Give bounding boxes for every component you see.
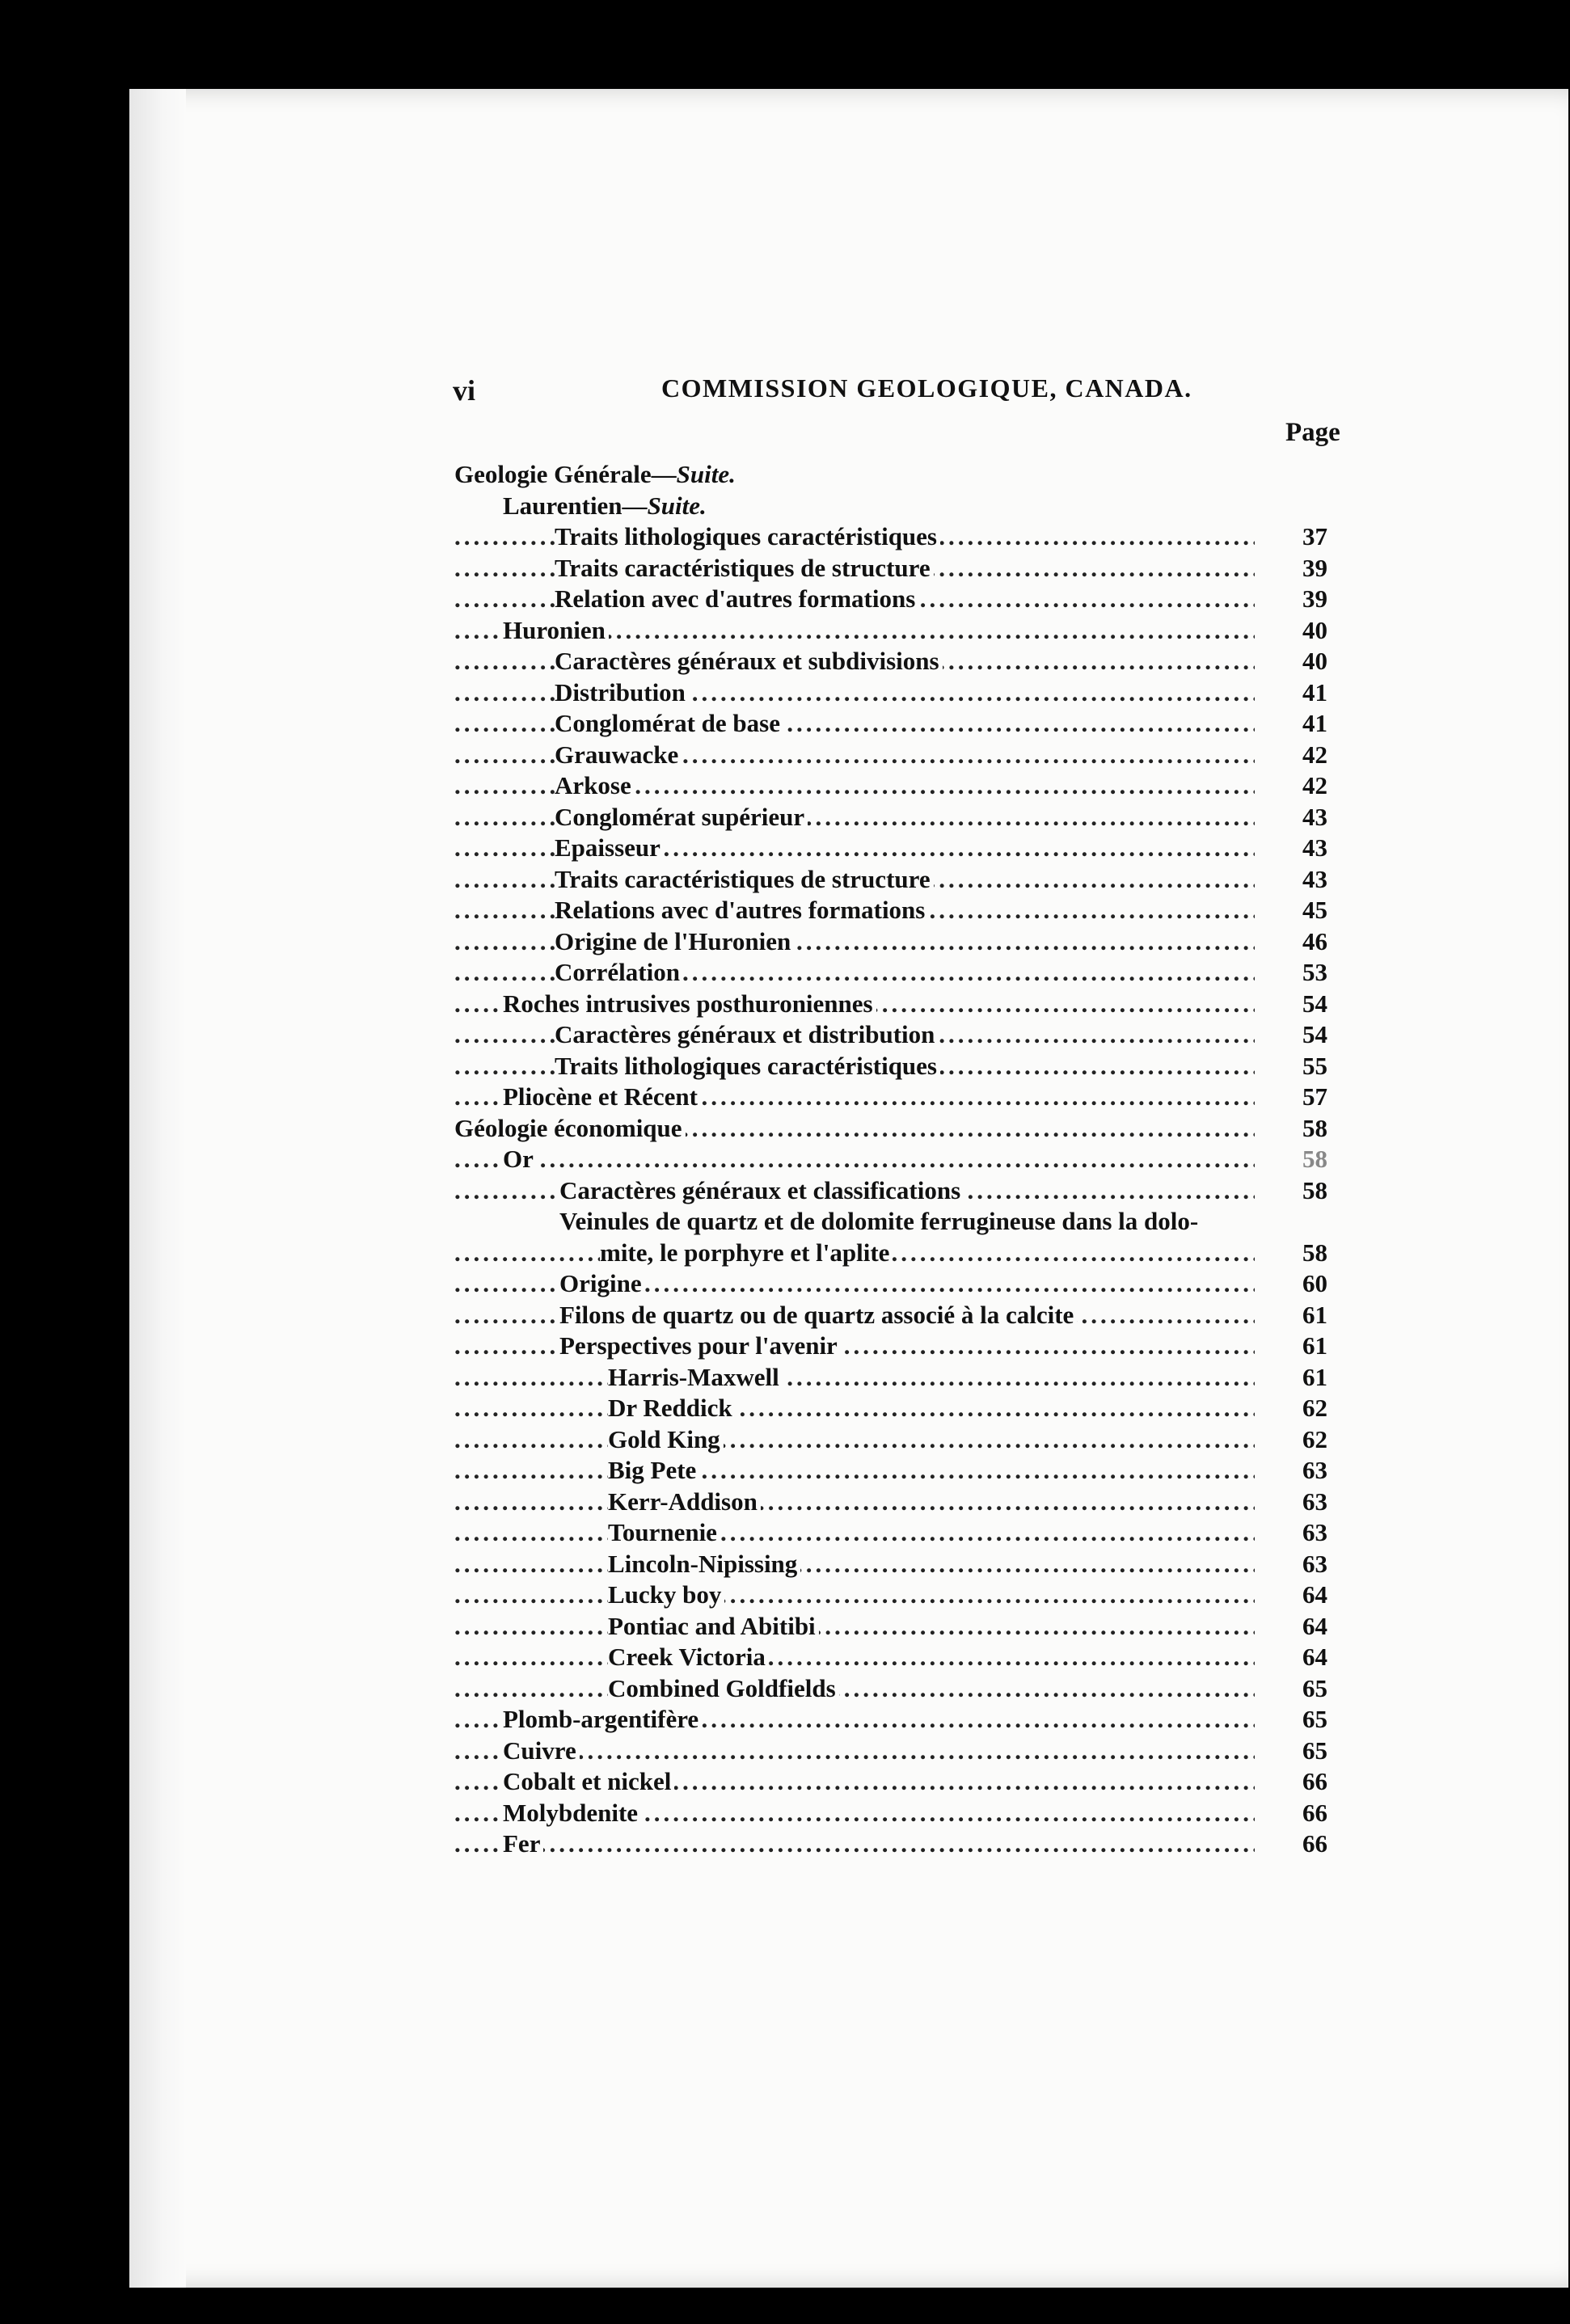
toc-entry <box>454 1300 1327 1331</box>
toc-entry <box>454 1331 1327 1362</box>
toc-entry <box>454 864 1327 896</box>
toc-entry-text: mite, le porphyre et l'aplite <box>600 1238 890 1267</box>
toc-entry-title <box>559 1301 1077 1329</box>
toc-entry-title <box>555 584 918 613</box>
toc-entry <box>454 1580 1327 1611</box>
toc-entry-text: Combined Goldfields <box>608 1673 836 1702</box>
toc-entry-text: Traits caractéristiques de structure <box>555 553 931 582</box>
toc-entry-title <box>608 1643 769 1671</box>
toc-entry-text: Huronien <box>503 615 606 644</box>
toc-page-number: 39 <box>1302 584 1327 613</box>
toc-entry-title <box>559 1269 645 1297</box>
toc-entry-text: Perspectives pour l'avenir <box>559 1331 838 1360</box>
toc-page-number: 40 <box>1302 647 1327 675</box>
toc-page-number: 42 <box>1302 740 1327 769</box>
toc-page-number: 53 <box>1302 958 1327 986</box>
page-binding-shadow <box>129 89 186 2288</box>
toc-entry-text: Caractères généraux et subdivisions <box>555 647 939 675</box>
toc-entry-text: Distribution <box>555 677 686 706</box>
toc-entry-title <box>555 771 635 799</box>
folio-number: vi <box>453 374 476 407</box>
toc-entry-title <box>608 1674 839 1702</box>
toc-entry-text: Tournenie <box>608 1518 717 1546</box>
toc-entry-italic: Suite. <box>647 491 707 520</box>
toc-entry-text: Origine de l'Huronien <box>555 926 791 955</box>
toc-entry-text: Conglomérat de base <box>555 709 780 737</box>
toc-entry <box>454 1828 1327 1860</box>
toc-page-number: 64 <box>1302 1611 1327 1640</box>
toc-entry-text: Creek Victoria <box>608 1643 766 1671</box>
toc-entry-text: Caractères généraux et classifications <box>559 1175 961 1204</box>
toc-entry <box>454 1051 1327 1082</box>
toc-entry-text: Molybdenite <box>503 1798 639 1827</box>
toc-entry-title <box>555 740 682 769</box>
toc-entry <box>454 1549 1327 1580</box>
toc-entry-text: Gold King <box>608 1424 720 1453</box>
toc-entry-title <box>555 647 943 675</box>
toc-entry <box>454 677 1327 709</box>
toc-entry <box>454 1673 1327 1705</box>
toc-entry-text: Fer <box>503 1829 541 1858</box>
toc-entry-text: Conglomérat supérieur <box>555 802 805 831</box>
toc-entry <box>454 895 1327 926</box>
toc-page-number: 61 <box>1302 1362 1327 1391</box>
toc-entry-title <box>555 678 689 706</box>
toc-page-number: 37 <box>1302 522 1327 550</box>
toc-entry <box>454 1424 1327 1456</box>
toc-entry-title <box>454 1114 686 1142</box>
table-of-contents <box>454 459 1327 1860</box>
toc-page-number: 42 <box>1302 771 1327 799</box>
toc-entry-title <box>608 1487 761 1516</box>
toc-entry <box>454 491 1327 522</box>
toc-entry <box>454 1175 1327 1207</box>
toc-page-number: 65 <box>1302 1736 1327 1765</box>
toc-entry-text: Kerr-Addison <box>608 1487 758 1516</box>
toc-entry <box>454 957 1327 989</box>
toc-entry-text: Big Pete <box>608 1456 697 1484</box>
toc-entry <box>454 1798 1327 1829</box>
toc-page-number: 39 <box>1302 553 1327 582</box>
toc-page-number: 62 <box>1302 1424 1327 1453</box>
toc-entry-title <box>503 1829 543 1858</box>
toc-page-number: 63 <box>1302 1487 1327 1516</box>
toc-entry <box>454 1206 1327 1238</box>
toc-page-number: 66 <box>1302 1798 1327 1827</box>
toc-entry-text: Cobalt et nickel <box>503 1767 672 1795</box>
toc-entry-title <box>600 1238 893 1267</box>
toc-entry <box>454 1487 1327 1518</box>
toc-entry <box>454 1144 1327 1175</box>
toc-entry-title <box>608 1550 800 1578</box>
toc-entry-title <box>503 1736 580 1765</box>
toc-entry <box>454 926 1327 958</box>
toc-entry-title <box>503 1767 674 1795</box>
toc-entry-text: Traits lithologiques caractéristiques <box>555 1051 937 1080</box>
toc-page-number: 61 <box>1302 1331 1327 1360</box>
toc-entry-title <box>608 1394 736 1422</box>
toc-entry-title <box>608 1456 699 1484</box>
toc-page-number: 58 <box>1302 1238 1327 1267</box>
toc-page-number: 63 <box>1302 1518 1327 1546</box>
toc-entry-text: Geologie Générale— <box>454 460 677 488</box>
toc-entry <box>454 1082 1327 1113</box>
toc-entry-title <box>555 896 928 924</box>
toc-entry-text: Traits lithologiques caractéristiques <box>555 522 937 550</box>
toc-page-number: 63 <box>1302 1456 1327 1484</box>
toc-entry-title <box>608 1425 724 1453</box>
toc-entry-title <box>503 1705 702 1733</box>
toc-entry-text: Lucky boy <box>608 1580 722 1609</box>
toc-entry-text: Plomb-argentifère <box>503 1705 699 1733</box>
toc-page-number: 57 <box>1302 1082 1327 1111</box>
toc-entry-text: Caractères généraux et distribution <box>555 1020 935 1048</box>
toc-page-number: 63 <box>1302 1549 1327 1578</box>
toc-entry-title <box>555 958 683 986</box>
toc-page-number: 46 <box>1302 926 1327 955</box>
toc-entry-title <box>503 616 609 644</box>
toc-page-number: 43 <box>1302 802 1327 831</box>
toc-page-number: 58 <box>1302 1113 1327 1142</box>
toc-page-number: 65 <box>1302 1673 1327 1702</box>
toc-entry <box>454 1393 1327 1424</box>
toc-entry-text: Dr Reddick <box>608 1394 732 1422</box>
toc-page-number: 60 <box>1302 1269 1327 1297</box>
toc-entry <box>454 1113 1327 1145</box>
toc-entry <box>454 1766 1327 1798</box>
toc-entry-text: Traits caractéristiques de structure <box>555 864 931 893</box>
toc-entry-title <box>503 491 710 520</box>
toc-entry-text: Grauwacke <box>555 740 679 769</box>
toc-entry <box>454 740 1327 771</box>
toc-entry <box>454 770 1327 802</box>
toc-page-number: 54 <box>1302 1020 1327 1048</box>
toc-entry-title <box>555 803 808 831</box>
toc-entry-title <box>608 1518 720 1546</box>
toc-entry <box>454 553 1327 584</box>
toc-page-number: 58 <box>1302 1145 1327 1173</box>
toc-entry-title <box>454 460 739 488</box>
toc-entry-title <box>555 522 940 550</box>
toc-entry-title <box>608 1580 724 1609</box>
toc-page-number: 41 <box>1302 709 1327 737</box>
toc-entry-title <box>608 1363 783 1391</box>
toc-page-number: 64 <box>1302 1643 1327 1671</box>
toc-page-number: 61 <box>1302 1300 1327 1329</box>
toc-entry <box>454 459 1327 491</box>
toc-entry <box>454 1642 1327 1673</box>
toc-entry-text: Laurentien— <box>503 491 648 520</box>
toc-entry-text: Harris-Maxwell <box>608 1362 779 1391</box>
toc-entry <box>454 615 1327 647</box>
toc-page-number: 41 <box>1302 677 1327 706</box>
toc-page-number: 58 <box>1302 1175 1327 1204</box>
toc-entry-title <box>503 1082 701 1111</box>
toc-entry-text: Corrélation <box>555 958 680 986</box>
toc-entry-text: Cuivre <box>503 1736 576 1765</box>
toc-entry <box>454 1362 1327 1394</box>
running-title: COMMISSION GEOLOGIQUE, CANADA. <box>661 373 1192 403</box>
toc-page-number: 66 <box>1302 1829 1327 1858</box>
toc-entry-title <box>559 1207 1201 1235</box>
toc-entry-text: Relation avec d'autres formations <box>555 584 916 613</box>
toc-entry <box>454 1238 1327 1269</box>
toc-entry-title <box>555 833 664 862</box>
toc-entry-text: Roches intrusives posthuroniennes <box>503 989 873 1018</box>
toc-entry <box>454 1704 1327 1736</box>
toc-entry <box>454 1268 1327 1300</box>
toc-entry-title <box>555 865 934 893</box>
toc-entry <box>454 708 1327 740</box>
toc-page-number: 40 <box>1302 615 1327 644</box>
toc-entry <box>454 646 1327 677</box>
toc-page-number: 62 <box>1302 1394 1327 1422</box>
toc-entry <box>454 802 1327 833</box>
toc-entry-text: Relations avec d'autres formations <box>555 896 926 924</box>
toc-entry <box>454 1455 1327 1487</box>
toc-entry-text: Géologie économique <box>454 1113 682 1142</box>
toc-page-number: 55 <box>1302 1051 1327 1080</box>
toc-entry-title <box>555 927 794 955</box>
toc-entry <box>454 989 1327 1020</box>
toc-entry <box>454 1611 1327 1643</box>
toc-entry-text: Filons de quartz ou de quartz associé à la calcite <box>559 1300 1074 1329</box>
toc-page-number: 64 <box>1302 1580 1327 1609</box>
toc-entry-title <box>503 1799 641 1827</box>
toc-page-number: 45 <box>1302 896 1327 924</box>
toc-entry-title <box>559 1331 841 1360</box>
toc-entry-title <box>555 1052 940 1080</box>
toc-page-number: 43 <box>1302 864 1327 893</box>
toc-entry-text: Or <box>503 1145 534 1173</box>
toc-entry-text: Lincoln-Nipissing <box>608 1549 798 1578</box>
toc-entry-text: Veinules de quartz et de dolomite ferrugineuse dans la dolo- <box>559 1207 1199 1235</box>
toc-entry-title <box>559 1176 964 1204</box>
toc-entry <box>454 584 1327 615</box>
toc-entry <box>454 1517 1327 1549</box>
page-column-label: Page <box>1285 418 1340 447</box>
toc-entry <box>454 1736 1327 1767</box>
toc-entry <box>454 1019 1327 1051</box>
toc-entry-text: Pliocène et Récent <box>503 1082 698 1111</box>
toc-entry-text: Origine <box>559 1269 642 1297</box>
toc-entry-title <box>555 554 934 582</box>
toc-entry-title <box>503 989 876 1018</box>
toc-entry-text: Arkose <box>555 771 631 799</box>
toc-entry-title <box>555 1020 938 1048</box>
toc-entry <box>454 521 1327 553</box>
toc-entry-text: Pontiac and Abitibi <box>608 1611 816 1640</box>
toc-page-number: 65 <box>1302 1705 1327 1733</box>
toc-entry-title <box>555 709 783 737</box>
toc-entry-title <box>503 1145 537 1173</box>
toc-page-number: 54 <box>1302 989 1327 1018</box>
toc-page-number: 66 <box>1302 1767 1327 1795</box>
toc-entry <box>454 833 1327 864</box>
toc-page-number: 43 <box>1302 833 1327 862</box>
toc-entry-text: Epaisseur <box>555 833 660 862</box>
toc-entry-title <box>608 1612 819 1640</box>
toc-entry-italic: Suite. <box>676 460 736 488</box>
